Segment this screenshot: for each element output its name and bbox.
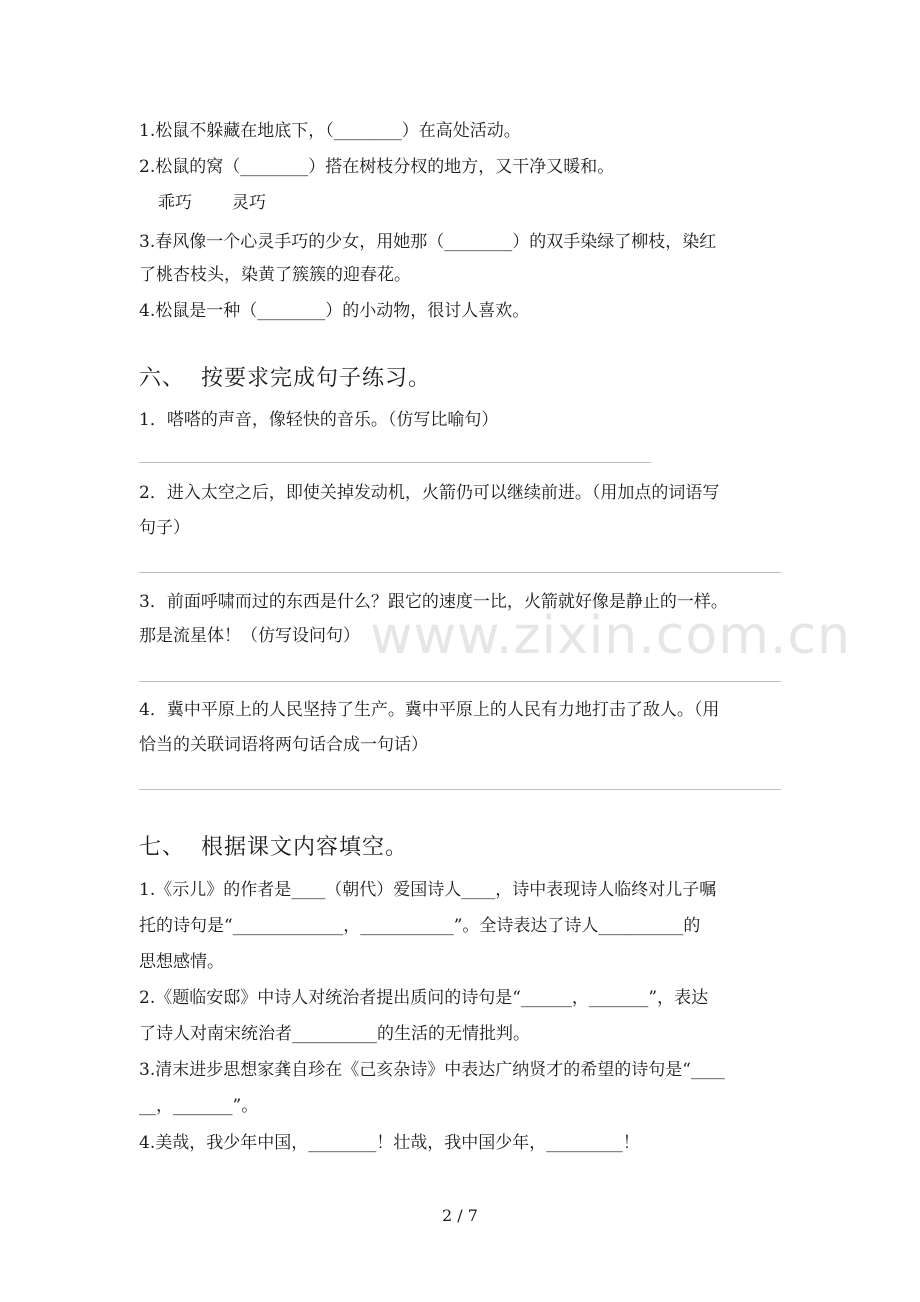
part7-question-1-line-3: 思想感情。 xyxy=(139,952,224,972)
word-options xyxy=(158,192,266,214)
part7-question-1-line-1: 1.《示儿》的作者是____（朝代）爱国诗人____，诗中表现诗人临终对儿子嘱 xyxy=(139,880,717,900)
watermark: www.zixin.com.cn xyxy=(370,606,851,666)
part5-question-1: 1.松鼠不躲藏在地底下，（________）在高处活动。 xyxy=(139,121,521,141)
part7-question-1-line-2: 托的诗句是“_____________，___________”。全诗表达了诗人__________的 xyxy=(139,916,701,936)
part5-question-2: 2.松鼠的窝（________）搭在树枝分杈的地方，又干净又暖和。 xyxy=(139,157,615,177)
part7-question-4: 4.美哉，我少年中国，________！壮哉，我中国少年，_________！ xyxy=(139,1133,640,1153)
part6-question-4-line-1: 4．冀中平原上的人民坚持了生产。冀中平原上的人民有力地打击了敌人。（用 xyxy=(139,700,720,720)
answer-line[interactable] xyxy=(139,462,651,463)
part6-question-3-line-2: 那是流星体！（仿写设问句） xyxy=(139,626,360,646)
word-option: 灵巧 xyxy=(232,193,266,213)
page-number: 2 / 7 xyxy=(442,1206,478,1225)
part6-question-2-line-1: 2．进入太空之后，即使关掉发动机，火箭仍可以继续前进。（用加点的词语写 xyxy=(139,483,720,503)
section-heading-7 xyxy=(139,834,408,862)
part5-question-3-line-2: 了桃杏枝头，染黄了簇簇的迎春花。 xyxy=(139,265,411,285)
part5-question-4: 4.松鼠是一种（________）的小动物，很讨人喜欢。 xyxy=(139,301,530,321)
answer-line[interactable] xyxy=(139,789,781,790)
word-option: 乖巧 xyxy=(158,193,192,213)
section-title: 按要求完成句子练习。 xyxy=(201,366,432,391)
part7-question-2-line-2: 了诗人对南宋统治者__________的生活的无情批判。 xyxy=(139,1024,530,1044)
part6-question-1: 1．嗒嗒的声音，像轻快的音乐。（仿写比喻句） xyxy=(139,410,499,430)
answer-line[interactable] xyxy=(139,681,781,682)
part7-question-2-line-1: 2.《题临安邸》中诗人对统治者提出质问的诗句是“______，_______”，表达 xyxy=(139,988,709,1008)
part7-question-3-line-1: 3.清末进步思想家龚自珍在《己亥杂诗》中表达广纳贤才的希望的诗句是“____ xyxy=(139,1060,725,1080)
answer-line[interactable] xyxy=(139,572,781,573)
part6-question-2-line-2: 句子） xyxy=(139,518,190,538)
part6-question-3-line-1: 3．前面呼啸而过的东西是什么？跟它的速度一比，火箭就好像是静止的一样。 xyxy=(139,592,728,612)
part6-question-4-line-2: 恰当的关联词语将两句话合成一句话） xyxy=(139,735,428,755)
part5-question-3-line-1: 3.春风像一个心灵手巧的少女，用她那（________）的双手染绿了柳枝，染红 xyxy=(139,232,717,252)
section-number: 七、 xyxy=(139,835,186,860)
section-title: 根据课文内容填空。 xyxy=(201,835,409,860)
part7-question-3-line-2: __，_______”。 xyxy=(139,1096,259,1116)
section-number: 六、 xyxy=(139,366,186,391)
section-heading-6 xyxy=(139,365,431,393)
